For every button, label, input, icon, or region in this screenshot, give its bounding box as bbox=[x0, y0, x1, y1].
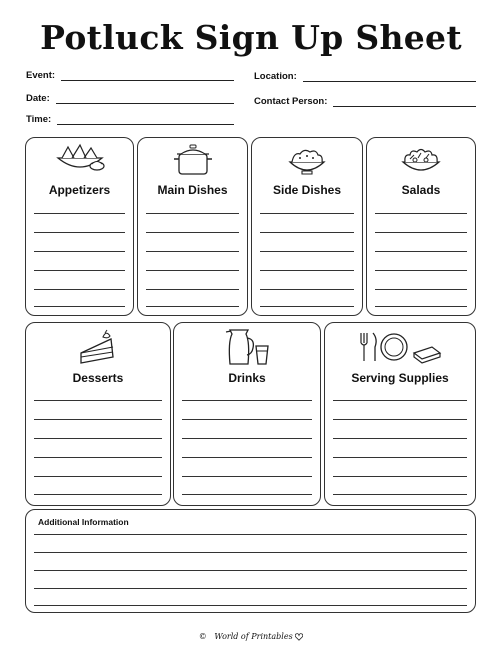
entry-line[interactable] bbox=[333, 476, 467, 477]
entry-line[interactable] bbox=[34, 494, 162, 495]
entry-line[interactable] bbox=[260, 213, 354, 214]
entry-line[interactable] bbox=[375, 289, 467, 290]
desserts-label: Desserts bbox=[72, 371, 124, 385]
salads-card bbox=[366, 137, 476, 316]
appetizers-label: Appetizers bbox=[48, 183, 111, 197]
entry-line[interactable] bbox=[333, 457, 467, 458]
entry-line[interactable] bbox=[182, 476, 312, 477]
entry-line[interactable] bbox=[260, 232, 354, 233]
entry-line[interactable] bbox=[34, 232, 125, 233]
entry-line[interactable] bbox=[375, 232, 467, 233]
pitcher-and-glass-icon bbox=[222, 326, 272, 368]
contact-person-field[interactable] bbox=[254, 96, 476, 107]
salad-bowl-icon bbox=[396, 142, 446, 178]
entry-line[interactable] bbox=[34, 457, 162, 458]
entry-line[interactable] bbox=[146, 232, 239, 233]
entry-line[interactable] bbox=[260, 306, 354, 307]
location-label: Location: bbox=[254, 71, 297, 82]
entry-line[interactable] bbox=[34, 289, 125, 290]
bowl-icon bbox=[282, 142, 332, 178]
entry-line[interactable] bbox=[182, 419, 312, 420]
location-line[interactable] bbox=[303, 71, 476, 82]
entry-line[interactable] bbox=[333, 400, 467, 401]
entry-line[interactable] bbox=[333, 438, 467, 439]
entry-line[interactable] bbox=[34, 251, 125, 252]
time-line[interactable] bbox=[57, 114, 234, 125]
copyright-symbol: © bbox=[198, 632, 207, 641]
entry-line[interactable] bbox=[375, 270, 467, 271]
entry-line[interactable] bbox=[34, 419, 162, 420]
date-label: Date: bbox=[26, 93, 50, 104]
additional-info-label: Additional Information bbox=[38, 517, 129, 527]
entry-line[interactable] bbox=[34, 270, 125, 271]
serving-supplies-card bbox=[324, 322, 476, 506]
brand-logo: World of Printables bbox=[214, 632, 293, 641]
entry-line[interactable] bbox=[34, 476, 162, 477]
entry-line[interactable] bbox=[260, 289, 354, 290]
entry-line[interactable] bbox=[260, 270, 354, 271]
cooking-pot-icon bbox=[169, 142, 217, 178]
drinks-label: Drinks bbox=[228, 371, 266, 385]
entry-line[interactable] bbox=[34, 438, 162, 439]
additional-info-card bbox=[25, 509, 476, 613]
event-line[interactable] bbox=[61, 70, 234, 81]
entry-line[interactable] bbox=[34, 306, 125, 307]
contact-person-label: Contact Person: bbox=[254, 96, 328, 107]
date-field[interactable] bbox=[26, 93, 234, 104]
cake-slice-icon bbox=[75, 327, 121, 367]
entry-line[interactable] bbox=[34, 400, 162, 401]
entry-line[interactable] bbox=[375, 251, 467, 252]
footer bbox=[0, 632, 502, 641]
entry-line[interactable] bbox=[146, 251, 239, 252]
serving-supplies-label: Serving Supplies bbox=[351, 371, 449, 385]
main-dishes-card bbox=[137, 137, 248, 316]
entry-line[interactable] bbox=[182, 400, 312, 401]
time-field[interactable] bbox=[26, 114, 234, 125]
entry-line[interactable] bbox=[333, 494, 467, 495]
drinks-card bbox=[173, 322, 321, 506]
entry-line[interactable] bbox=[333, 419, 467, 420]
side-dishes-label: Side Dishes bbox=[272, 183, 342, 197]
appetizers-card bbox=[25, 137, 134, 316]
side-dishes-card bbox=[251, 137, 363, 316]
page-title: Potluck Sign Up Sheet bbox=[40, 18, 462, 57]
entry-line[interactable] bbox=[34, 570, 467, 571]
entry-line[interactable] bbox=[34, 534, 467, 535]
entry-line[interactable] bbox=[146, 213, 239, 214]
nachos-icon bbox=[54, 142, 106, 178]
entry-line[interactable] bbox=[146, 306, 239, 307]
heart-icon bbox=[295, 633, 303, 641]
desserts-card bbox=[25, 322, 171, 506]
entry-line[interactable] bbox=[34, 552, 467, 553]
entry-line[interactable] bbox=[375, 306, 467, 307]
entry-line[interactable] bbox=[182, 438, 312, 439]
entry-line[interactable] bbox=[182, 494, 312, 495]
event-label: Event: bbox=[26, 70, 56, 81]
time-label: Time: bbox=[26, 114, 52, 125]
salads-label: Salads bbox=[401, 183, 441, 197]
entry-line[interactable] bbox=[34, 605, 467, 606]
entry-line[interactable] bbox=[260, 251, 354, 252]
entry-line[interactable] bbox=[34, 213, 125, 214]
contact-person-line[interactable] bbox=[333, 96, 476, 107]
location-field[interactable] bbox=[254, 71, 476, 82]
main-dishes-label: Main Dishes bbox=[157, 183, 228, 197]
entry-line[interactable] bbox=[146, 289, 239, 290]
entry-line[interactable] bbox=[375, 213, 467, 214]
event-field[interactable] bbox=[26, 70, 234, 81]
fork-plate-knife-napkins-icon bbox=[354, 329, 446, 365]
date-line[interactable] bbox=[56, 93, 234, 104]
entry-line[interactable] bbox=[34, 588, 467, 589]
entry-line[interactable] bbox=[182, 457, 312, 458]
entry-line[interactable] bbox=[146, 270, 239, 271]
